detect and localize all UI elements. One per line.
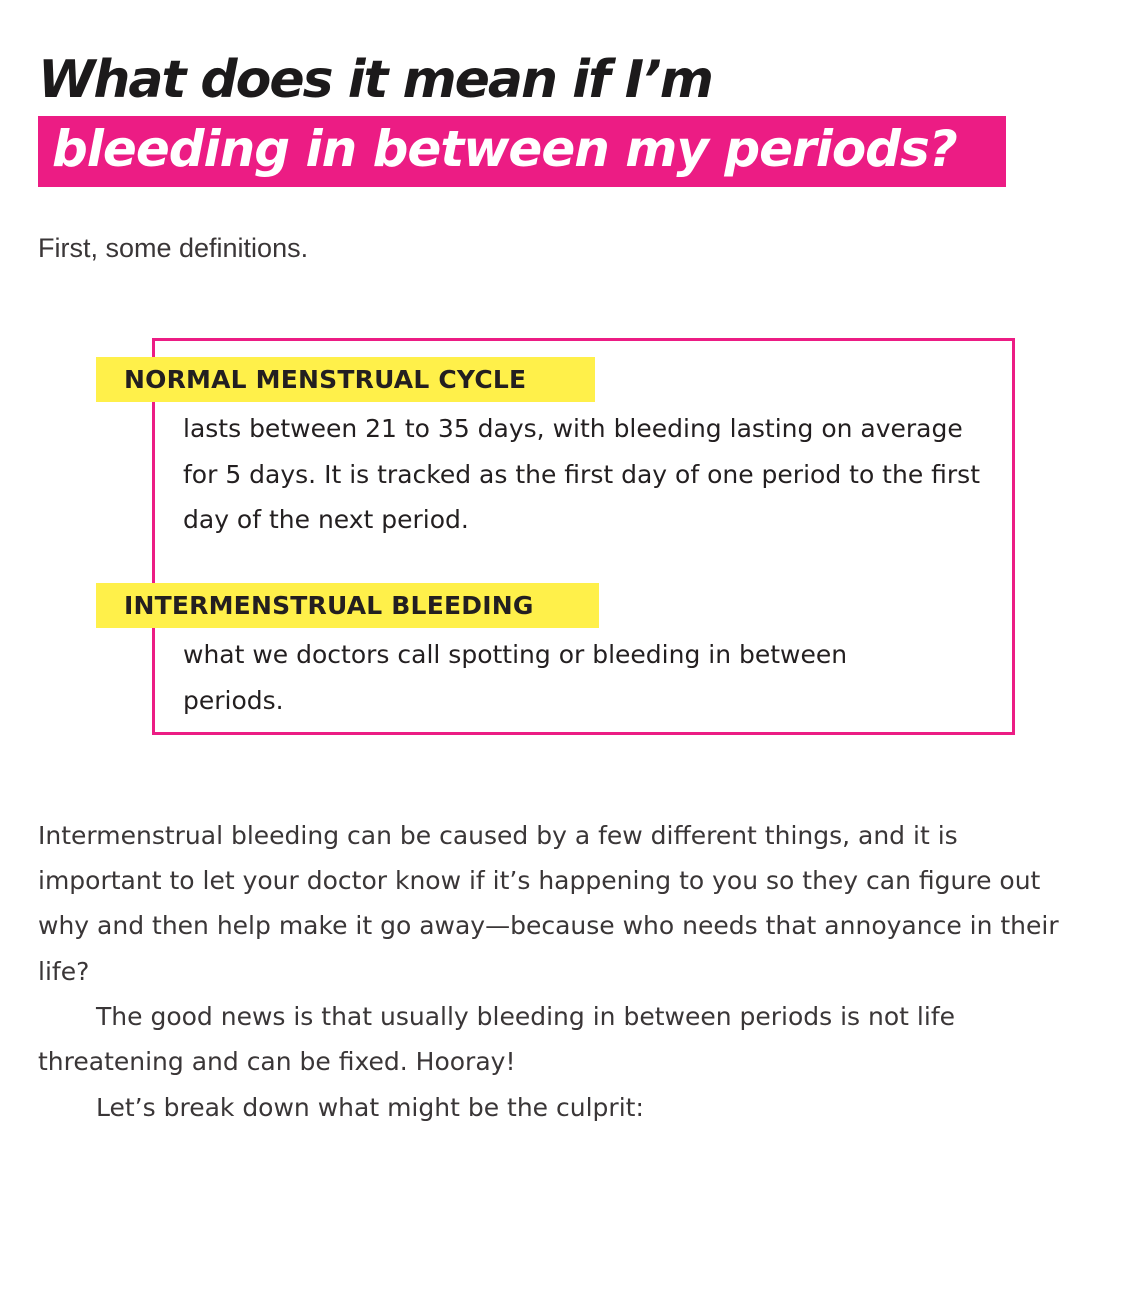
definition-term-normal-cycle: NORMAL MENSTRUAL CYCLE [124,365,527,394]
body-paragraph-1: Intermenstrual bleeding can be caused by a few different things, and it is important to let your doctor know if it’s happening to you so they can figure out why and then help make it go away—because who needs that annoyance in their life? [38,821,1059,986]
page-title-line-2: bleeding in between my periods? [52,120,957,178]
intro-text: First, some definitions. [38,233,309,263]
page-title-line-1: What does it mean if I’m [38,50,712,110]
definition-text-intermenstrual: what we doctors call spotting or bleeding in between periods. [183,640,848,715]
body-paragraph-3: Let’s break down what might be the culprit: [96,1093,644,1122]
definition-text-normal-cycle: lasts between 21 to 35 days, with bleeding lasting on average for 5 days. It is tracked as the first day of one period to the first day of the next period. [183,414,981,534]
body-paragraph-2: The good news is that usually bleeding in between periods is not life threatening and can be fixed. Hooray! [38,1002,955,1077]
definition-term-intermenstrual: INTERMENSTRUAL BLEEDING [124,591,534,620]
